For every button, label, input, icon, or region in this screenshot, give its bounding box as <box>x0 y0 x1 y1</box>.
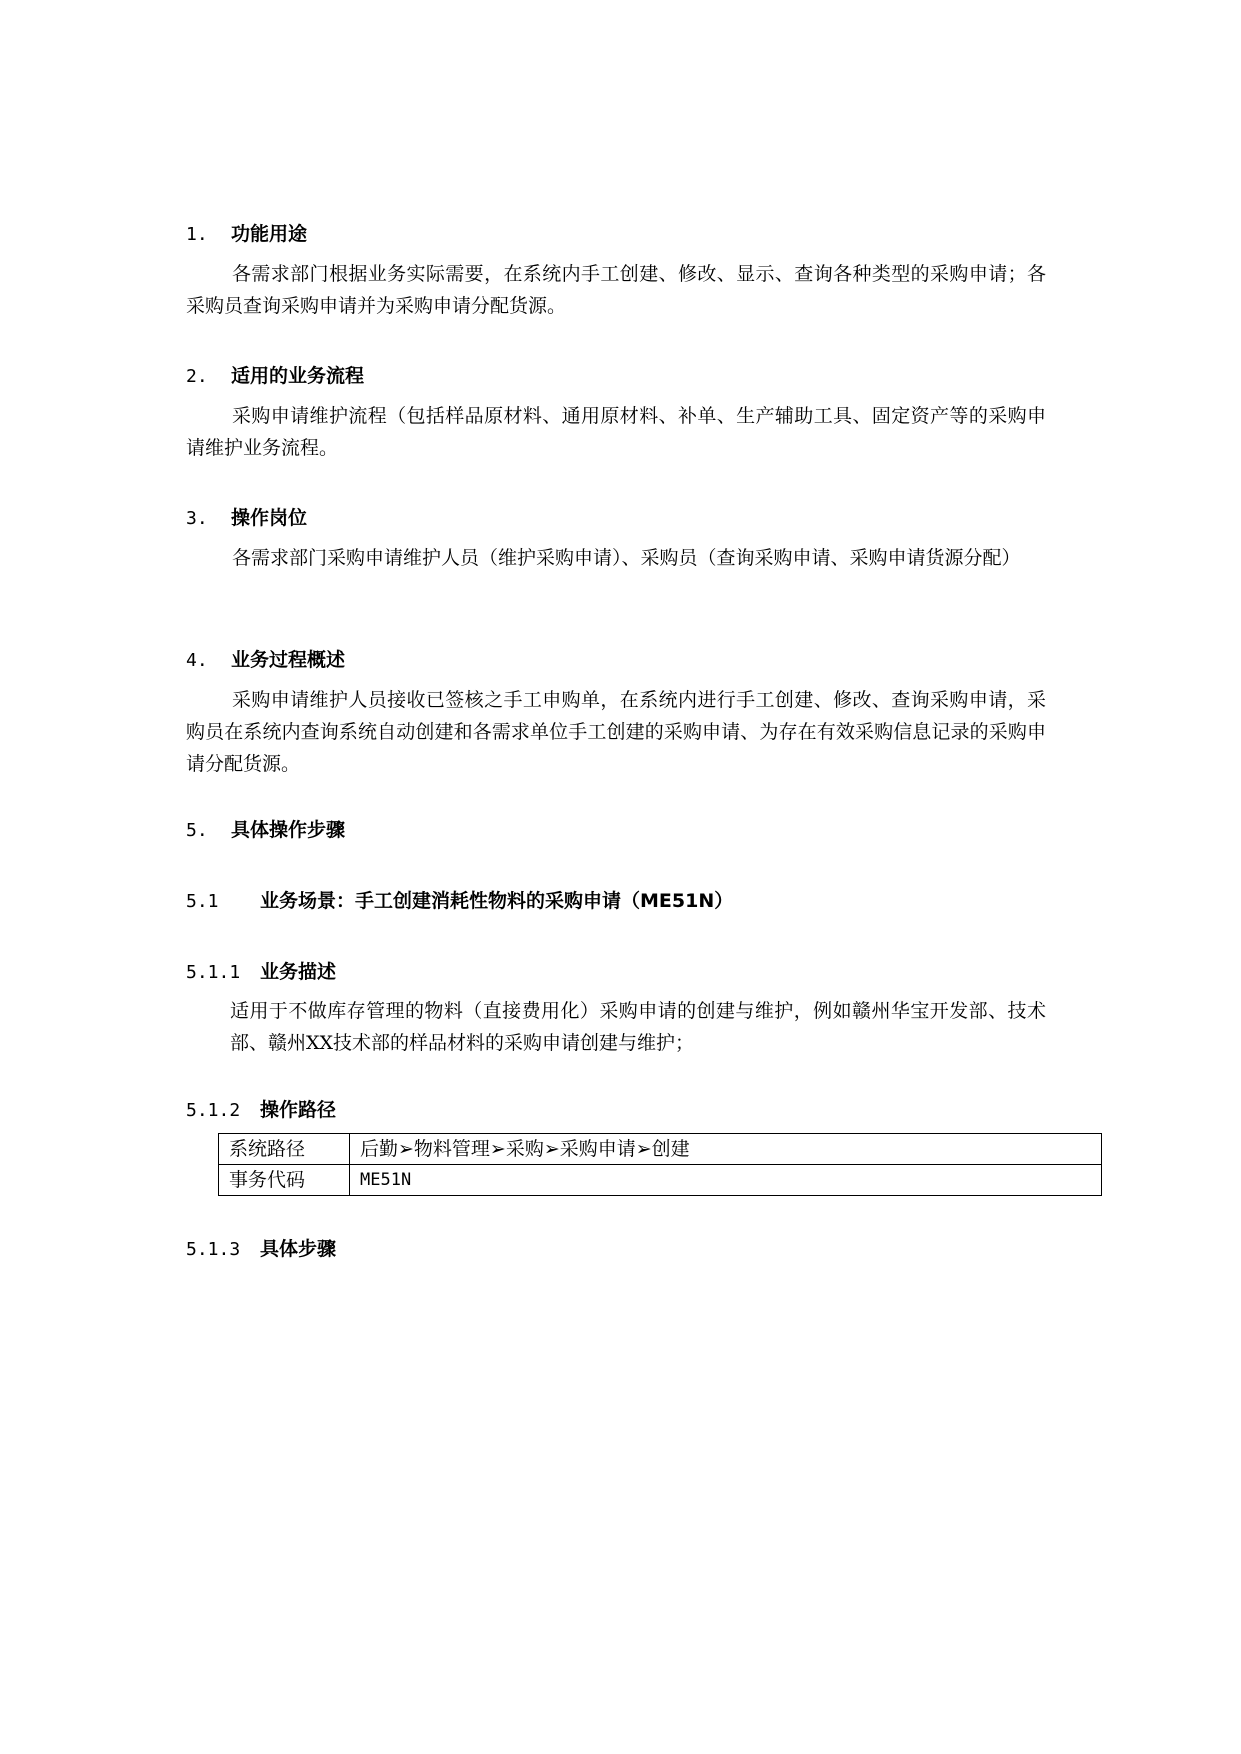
section-title: 具体操作步骤 <box>231 819 346 841</box>
system-path-value: 后勤➢物料管理➢采购➢采购申请➢创建 <box>350 1134 1102 1165</box>
section-1-heading <box>186 222 307 247</box>
operation-path-table <box>218 1133 1102 1196</box>
path-heading <box>186 1098 336 1123</box>
section-title: 功能用途 <box>231 223 308 245</box>
section-4-body: 采购申请维护人员接收已签核之手工申购单，在系统内进行手工创建、修改、查询采购申请，采购员在系统内查询系统自动创建和各需求单位手工创建的采购申请、为存在有效采购信息记录的采购申请分配货源。 <box>186 689 1046 775</box>
section-title: 具体步骤 <box>260 1238 337 1260</box>
section-number: 3. <box>186 508 208 529</box>
section-number: 5.1.3 <box>186 1239 241 1260</box>
section-2-heading <box>186 364 364 389</box>
scenario-heading <box>186 889 733 914</box>
steps-heading <box>186 1237 336 1262</box>
system-path-label: 系统路径 <box>219 1134 350 1165</box>
transaction-code-label: 事务代码 <box>219 1165 350 1196</box>
section-number: 4. <box>186 650 208 671</box>
section-number: 2. <box>186 366 208 387</box>
description-body: 适用于不做库存管理的物料（直接费用化）采购申请的创建与维护，例如赣州华宝开发部、技术部、赣州XX技术部的样品材料的采购申请创建与维护； <box>230 1000 1046 1054</box>
section-number: 5.1.2 <box>186 1100 241 1121</box>
section-3-heading <box>186 506 307 531</box>
section-title: 业务描述 <box>260 961 337 983</box>
table-row <box>219 1165 1102 1196</box>
section-4-heading <box>186 648 345 673</box>
description-heading <box>186 960 336 985</box>
section-number: 5. <box>186 820 208 841</box>
section-title: 操作路径 <box>260 1099 337 1121</box>
transaction-code-value: ME51N <box>350 1165 1102 1196</box>
section-number: 5.1 <box>186 891 219 912</box>
section-title: 适用的业务流程 <box>231 365 365 387</box>
section-title: 操作岗位 <box>231 507 308 529</box>
section-2-body: 采购申请维护流程（包括样品原材料、通用原材料、补单、生产辅助工具、固定资产等的采购申请维护业务流程。 <box>186 405 1046 459</box>
section-1-body: 各需求部门根据业务实际需要，在系统内手工创建、修改、显示、查询各种类型的采购申请；各采购员查询采购申请并为采购申请分配货源。 <box>186 263 1046 317</box>
section-5-heading <box>186 818 345 843</box>
section-3-body: 各需求部门采购申请维护人员（维护采购申请）、采购员（查询采购申请、采购申请货源分配） <box>232 547 1021 569</box>
section-title: 业务过程概述 <box>231 649 346 671</box>
section-number: 5.1.1 <box>186 962 241 983</box>
section-number: 1. <box>186 224 208 245</box>
section-title: 业务场景：手工创建消耗性物料的采购申请（ME51N） <box>260 890 734 912</box>
table-row <box>219 1134 1102 1165</box>
